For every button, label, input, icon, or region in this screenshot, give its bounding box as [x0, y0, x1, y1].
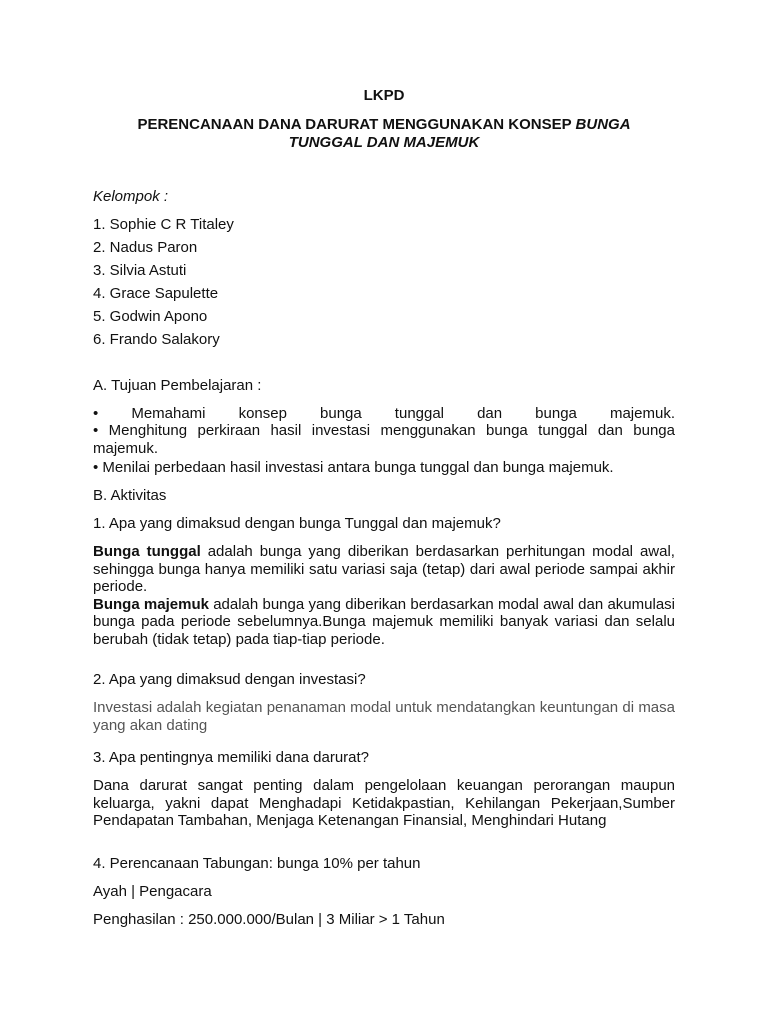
document-title: LKPD — [363, 87, 405, 104]
subtitle-main: PERENCANAAN DANA DARURAT MENGGUNAKAN KONSEP — [137, 116, 576, 133]
definition-bunga-majemuk: adalah bunga yang diberikan berdasarkan modal awal dan akumulasi bunga pada periode sebelumnya.Bunga majemuk memiliki banyak variasi dan selalu berubah (tidak tetap) pada tiap-tiap periode. — [93, 595, 675, 648]
group-member-1: 1. Sophie C R Titaley — [93, 216, 234, 233]
group-member-2: 2. Nadus Paron — [93, 239, 198, 256]
term-bunga-majemuk: Bunga majemuk — [93, 595, 209, 613]
subtitle-italic-1: BUNGA — [575, 116, 631, 133]
question-2: 2. Apa yang dimaksud dengan investasi? — [93, 671, 366, 688]
question-3: 3. Apa pentingnya memiliki dana darurat? — [93, 749, 370, 766]
objective-bullet-1: • Memahami konsep bunga tunggal dan bunga majemuk. — [93, 405, 675, 422]
objective-bullet-3: • Menilai perbedaan hasil investasi antara bunga tunggal dan bunga majemuk. — [93, 459, 614, 476]
group-member-4: 4. Grace Sapulette — [93, 285, 219, 302]
subtitle-italic-2: TUNGGAL DAN MAJEMUK — [288, 134, 480, 151]
question-1: 1. Apa yang dimaksud dengan bunga Tunggal dan majemuk? — [93, 515, 501, 532]
section-a-heading: A. Tujuan Pembelajaran : — [93, 377, 262, 394]
section-b-heading: B. Aktivitas — [93, 487, 167, 504]
group-member-3: 3. Silvia Astuti — [93, 262, 187, 279]
definition-bunga-tunggal: adalah bunga yang diberikan berdasarkan perhitungan modal awal, sehingga bunga hanya memiliki satu variasi saja (tetap) dari awal periode sampai akhir periode. — [93, 543, 675, 595]
profile-line: Ayah | Pengacara — [93, 883, 212, 900]
term-bunga-tunggal: Bunga tunggal — [93, 543, 201, 560]
answer-2: Investasi adalah kegiatan penanaman modal untuk mendatangkan keuntungan di masa yang akan dating — [93, 699, 675, 734]
answer-3: Dana darurat sangat penting dalam pengelolaan keuangan perorangan maupun keluarga, yakni dapat Menghadapi Ketidakpastian, Kehilangan Pekerjaan,Sumber Pendapatan Tambahan, Menjaga Ketenangan Finansial, Menghindari Hutang — [93, 777, 675, 829]
objective-bullet-2: • Menghitung perkiraan hasil investasi menggunakan bunga tunggal dan bunga majemuk. — [93, 422, 675, 457]
answer-1 — [93, 543, 675, 648]
document-subtitle — [93, 116, 675, 152]
group-member-5: 5. Godwin Apono — [93, 308, 208, 325]
question-4: 4. Perencanaan Tabungan: bunga 10% per tahun — [93, 855, 421, 872]
income-line: Penghasilan : 250.000.000/Bulan | 3 Miliar > 1 Tahun — [93, 911, 445, 928]
group-member-6: 6. Frando Salakory — [93, 331, 220, 348]
group-label: Kelompok : — [93, 188, 169, 205]
